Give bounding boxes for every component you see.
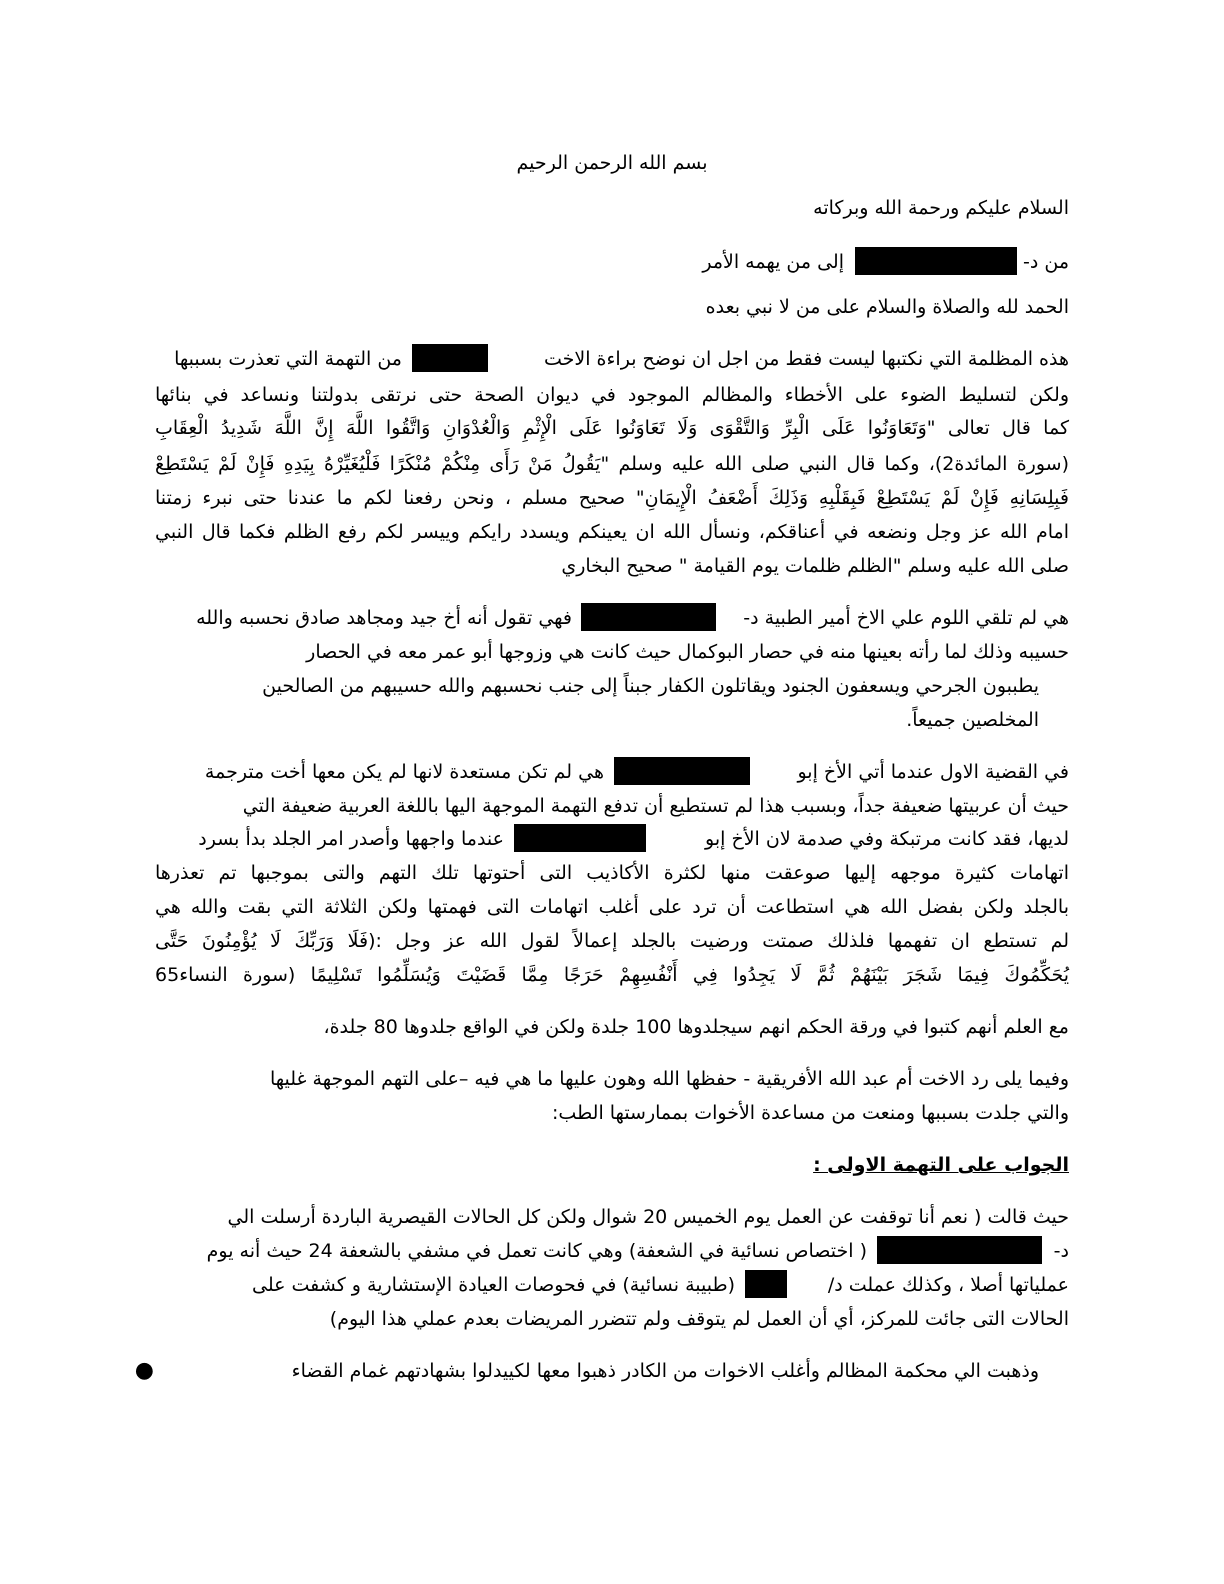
p3-line-5: بالجلد ولكن بفضل الله هي استطاعت أن ترد على أغلب اتهامات التى فهمتها ولكن الثلاثة التي بقت والله هي (155, 896, 1069, 918)
p5-line-1: وفيما يلى رد الاخت أم عبد الله الأفريقية - حفظها الله وهون عليها ما هي فيه –على التهم الموجهة غليها (269, 1068, 1069, 1090)
p2-line-4: المخلصين جميعاً. (906, 709, 1039, 731)
p6-line-2: د- ( اختصاص نسائية في الشعفة) وهي كانت تعمل في مشفي بالشعفة 24 حيث أنه يوم (0, 1236, 1224, 1266)
from-prefix: من د- (1023, 251, 1069, 273)
p2-line-3: يطببون الجرحي ويسعفون الجنود ويقاتلون الكفار جبناً إلى جنب نحسبهم والله حسيبهم من الصالحين (262, 675, 1039, 697)
p4: مع العلم أنهم كتبوا في ورقة الحكم انهم سيجلدوها 100 جلدة ولكن في الواقع جلدوها 80 جلدة، (323, 1016, 1069, 1038)
p1-line-4: (سورة المائدة2)، وكما قال النبي صلى الله عليه وسلم "يَقُولُ مَنْ رَأَى مِنْكُمْ مُنْكَرًا فَلْيُغَيِّرْهُ بِيَدِهِ فَإِنْ لَمْ يَسْتَطِعْ (155, 453, 1069, 475)
p6-line-3: عملياتها أصلا ، وكذلك عملت د/ (طبيبة نسائية) في فحوصات العيادة الإستشارية و كشفت على (0, 1270, 1224, 1300)
from-line (0, 247, 1224, 277)
redaction-box (877, 1236, 1042, 1264)
p1-line-3: كما قال تعالى "وَتَعَاوَنُوا عَلَى الْبِرِّ وَالتَّقْوَى وَلَا تَعَاوَنُوا عَلَى الْإِثْمِ وَالْعُدْوَانِ وَاتَّقُوا اللَّهَ إِنَّ اللَّهَ شَدِيدُ الْعِقَابِ (155, 417, 1069, 439)
bullet-item: ● وذهبت الي محكمة المظالم وأغلب الاخوات من الكادر ذهبوا معها لكييدلوا بشهادتهم غمام القضاء (0, 1356, 1224, 1386)
p2-line-2: حسيبه وذلك لما رأته بعينها منه في حصار البوكمال حيث كانت هي وزوجها أبو عمر معه في الحصار (306, 641, 1069, 663)
p3-line-4: اتهامات كثيرة موجهه إليها صوعقت منها لكثرة الأكاذيب التى أحتوتها تلك التهم والتى بموجبها تم تعذرها (155, 862, 1069, 884)
redaction-box (412, 344, 488, 372)
redaction-box (514, 824, 646, 852)
basmala: بسم الله الرحمن الرحيم (516, 152, 708, 174)
p3-line-7: يُحَكِّمُوكَ فِيمَا شَجَرَ بَيْنَهُمْ ثُمَّ لَا يَجِدُوا فِي أَنْفُسِهِمْ حَرَجًا مِمَّا قَضَيْتَ وَيُسَلِّمُوا تَسْلِيمًا (سورة النساء65 (155, 964, 1069, 986)
p1-line-7: صلى الله عليه وسلم "الظلم ظلمات يوم القيامة " صحيح البخاري (561, 555, 1069, 577)
redaction-box (745, 1270, 787, 1298)
bullet-icon: ● (134, 1358, 154, 1383)
redaction-box (855, 247, 1017, 275)
p3-line-3: لديها، فقد كانت مرتبكة وفي صدمة لان الأخ إبو عندما واجهها وأصدر امر الجلد بدأ بسرد (0, 824, 1224, 854)
p6-line-1: حيث قالت ( نعم أنا توقفت عن العمل يوم الخميس 20 شوال ولكن كل الحالات القيصرية الباردة أرسلت الي (227, 1206, 1069, 1228)
p1-line-5: فَبِلِسَانِهِ فَإِنْ لَمْ يَسْتَطِعْ فَبِقَلْبِهِ وَذَلِكَ أَضْعَفُ الْإِيمَانِ" صحيح مسلم ، ونحن رفعنا لكم ما عندنا حتى نبرء زمتنا (155, 487, 1069, 509)
greeting: السلام عليكم ورحمة الله وبركاته (813, 197, 1069, 219)
p3-line-6: لم تستطع ان تفهمها فلذلك صمتت ورضيت بالجلد إعمالاً لقول الله عز وجل :(فَلَا وَرَبِّكَ لَا يُؤْمِنُونَ حَتَّى (155, 930, 1069, 952)
praise: الحمد لله والصلاة والسلام على من لا نبي بعده (705, 296, 1069, 318)
redaction-box (581, 603, 716, 631)
from-suffix: إلى من يهمه الأمر (702, 251, 844, 273)
p2-line-1: هي لم تلقي اللوم علي الاخ أمير الطبية د- فهي تقول أنه أخ جيد ومجاهد صادق نحسبه والله (0, 603, 1224, 633)
redaction-box (614, 757, 750, 785)
p1-line-1: هذه المظلمة التي نكتبها ليست فقط من اجل ان نوضح براءة الاخت من التهمة التي تعذرت بسببها (0, 344, 1224, 374)
p3-line-2: حيث أن عربيتها ضعيفة جداً، وبسبب هذا لم تستطيع أن تدفع التهمة الموجهة اليها باللغة العربية ضعيفة التي (242, 795, 1069, 817)
p6-line-4: الحالات التى جائت للمركز، أي أن العمل لم يتوقف ولم تتضرر المريضات بعدم عملي هذا اليوم) (329, 1308, 1069, 1330)
p3-line-1: في القضية الاول عندما أتي الأخ إبو هي لم تكن مستعدة لانها لم يكن معها أخت مترجمة (0, 757, 1224, 787)
p5-line-2: والتي جلدت بسببها ومنعت من مساعدة الأخوات بممارستها الطب: (552, 1102, 1069, 1124)
section-heading: الجواب على التهمة الاولى : (813, 1154, 1069, 1176)
p1-line-6: امام الله عز وجل ونضعه في أعناقكم، ونسأل الله ان يعينكم ويسدد رايكم وييسر لكم رفع الظلم فكما قال النبي (155, 521, 1069, 543)
p1-line-2: ولكن لتسليط الضوء على الأخطاء والمظالم الموجود في ديوان الصحة حتى نرتقى بدولتنا ونساعد في بنائها (155, 384, 1069, 406)
